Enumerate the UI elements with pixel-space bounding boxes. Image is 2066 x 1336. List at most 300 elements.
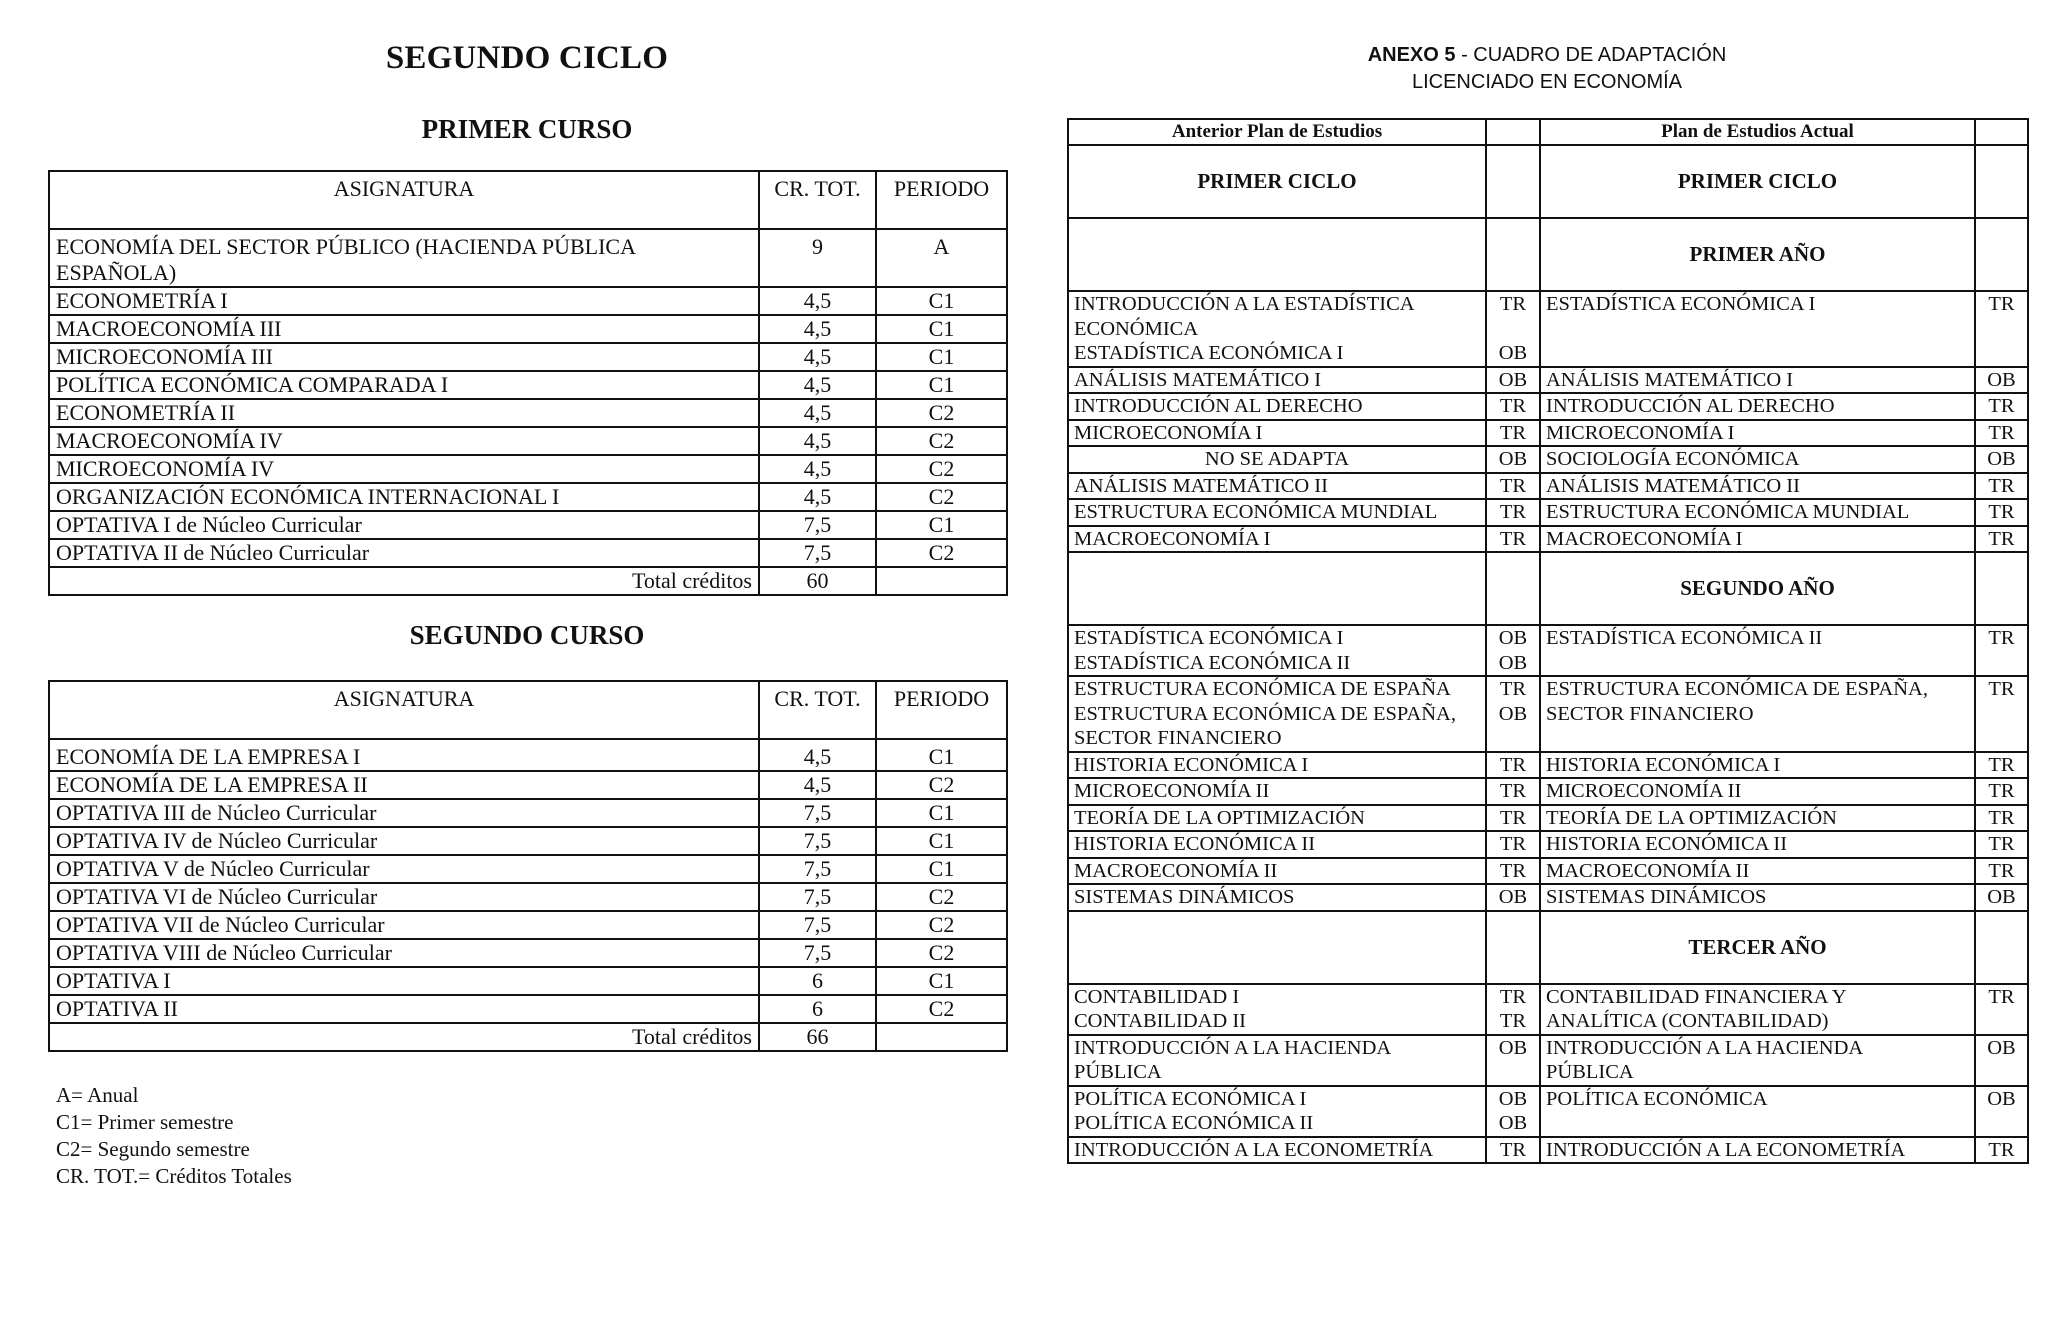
old-subject-line: ESTRUCTURA ECONÓMICA DE ESPAÑA, [1074, 702, 1456, 725]
empty-cell [1975, 145, 2028, 218]
asignatura-cell: MACROECONOMÍA III [49, 315, 759, 343]
adaptation-row [1068, 473, 2028, 500]
old-subject [1068, 625, 1486, 676]
old-type-line: TR [1499, 501, 1527, 523]
col-header-periodo: PERIODO [876, 681, 1007, 739]
adaptation-row [1068, 1035, 2028, 1086]
section-title: SEGUNDO AÑO [1540, 552, 1975, 625]
empty-cell [1975, 911, 2028, 984]
periodo-cell: C1 [876, 287, 1007, 315]
new-subject-line: SOCIOLOGÍA ECONÓMICA [1546, 448, 1800, 470]
periodo-cell: C2 [876, 427, 1007, 455]
new-subject [1540, 367, 1975, 394]
old-subject [1068, 676, 1486, 752]
old-subject [1068, 393, 1486, 420]
old-type [1486, 1086, 1540, 1137]
new-subject-line: ESTRUCTURA ECONÓMICA MUNDIAL [1546, 501, 1910, 523]
old-type-line: TR [1499, 1138, 1527, 1161]
segundo-curso-title: SEGUNDO CURSO [409, 620, 645, 650]
new-type: TR [1975, 625, 2028, 676]
empty-cell [1975, 552, 2028, 625]
old-subject [1068, 367, 1486, 394]
old-type [1486, 625, 1540, 676]
old-subject [1068, 420, 1486, 447]
table-row [49, 315, 1007, 343]
creditos-cell: 7,5 [759, 511, 876, 539]
header-type-empty [1975, 119, 2028, 145]
creditos-cell: 7,5 [759, 883, 876, 911]
new-subject-line: MICROECONOMÍA II [1546, 780, 1742, 802]
asignatura-cell: ECONOMETRÍA II [49, 399, 759, 427]
periodo-cell: C1 [876, 315, 1007, 343]
periodo-cell: C1 [876, 739, 1007, 771]
table-row [49, 539, 1007, 567]
asignatura-cell: ECONOMETRÍA I [49, 287, 759, 315]
periodo-cell: C2 [876, 939, 1007, 967]
new-subject [1540, 526, 1975, 553]
total-empty-cell [876, 1023, 1007, 1051]
table-row [49, 967, 1007, 995]
old-subject-line: POLÍTICA ECONÓMICA I [1074, 1087, 1307, 1110]
asignatura-cell: MACROECONOMÍA IV [49, 427, 759, 455]
adaptation-row [1068, 884, 2028, 911]
periodo-cell: C1 [876, 511, 1007, 539]
total-label: Total créditos [49, 1023, 759, 1051]
anexo-title-line [1067, 42, 2027, 69]
new-subject [1540, 884, 1975, 911]
asignatura-cell: OPTATIVA I de Núcleo Curricular [49, 511, 759, 539]
new-subject-line: SISTEMAS DINÁMICOS [1546, 886, 1767, 908]
new-subject-line: TEORÍA DE LA OPTIMIZACIÓN [1546, 806, 1837, 829]
adaptation-row [1068, 393, 2028, 420]
old-type-line: TR [1499, 678, 1527, 700]
segundo-curso-rows [49, 739, 1007, 1023]
old-subject [1068, 752, 1486, 779]
creditos-cell: 6 [759, 995, 876, 1023]
old-subject [1068, 1035, 1486, 1086]
asignatura-cell: MICROECONOMÍA III [49, 343, 759, 371]
adaptation-row [1068, 499, 2028, 526]
adaptation-row [1068, 1137, 2028, 1164]
creditos-cell: 7,5 [759, 539, 876, 567]
new-type: TR [1975, 752, 2028, 779]
new-subject [1540, 1137, 1975, 1164]
new-subject [1540, 778, 1975, 805]
old-subject-line: MACROECONOMÍA II [1074, 859, 1278, 882]
old-subject [1068, 984, 1486, 1035]
col-header-creditos: CR. TOT. [759, 171, 876, 229]
creditos-cell: 4,5 [759, 483, 876, 511]
adaptation-row [1068, 805, 2028, 832]
old-type [1486, 676, 1540, 752]
table-row [49, 455, 1007, 483]
asignatura-cell: MICROECONOMÍA IV [49, 455, 759, 483]
old-subject-line: MACROECONOMÍA I [1074, 527, 1271, 550]
periodo-cell: C1 [876, 967, 1007, 995]
anexo-heading [1067, 42, 2027, 96]
old-subject-line: ESTADÍSTICA ECONÓMICA II [1074, 651, 1351, 674]
table-row [49, 427, 1007, 455]
old-subject-line: INTRODUCCIÓN A LA ESTADÍSTICA [1074, 293, 1415, 315]
empty-cell [1486, 145, 1540, 218]
old-subject-line: CONTABILIDAD I [1074, 985, 1240, 1008]
old-type-line: TR [1499, 421, 1527, 444]
old-subject-line: MICROECONOMÍA II [1074, 780, 1270, 802]
section-title: PRIMER AÑO [1540, 218, 1975, 291]
creditos-cell: 4,5 [759, 739, 876, 771]
periodo-cell: A [876, 229, 1007, 287]
table-row [49, 511, 1007, 539]
table-row [49, 799, 1007, 827]
legend [56, 1082, 292, 1190]
new-subject-line: ESTRUCTURA ECONÓMICA DE ESPAÑA, [1546, 678, 1928, 700]
old-type-line: TR [1499, 474, 1527, 497]
new-type: TR [1975, 473, 2028, 500]
periodo-cell: C1 [876, 371, 1007, 399]
total-value: 60 [759, 567, 876, 595]
new-type: TR [1975, 1137, 2028, 1164]
new-type: TR [1975, 526, 2028, 553]
adaptation-row [1068, 984, 2028, 1035]
old-subject-line: INTRODUCCIÓN AL DERECHO [1074, 395, 1363, 417]
new-subject-line: INTRODUCCIÓN AL DERECHO [1546, 395, 1835, 417]
adaptation-row [1068, 367, 2028, 394]
legend-item: A= Anual [56, 1083, 139, 1107]
old-type-line: OB [1498, 651, 1528, 674]
old-subject [1068, 831, 1486, 858]
new-subject-line: ESTADÍSTICA ECONÓMICA II [1546, 627, 1823, 649]
old-subject-line: PÚBLICA [1074, 1061, 1162, 1083]
new-subject [1540, 752, 1975, 779]
old-type [1486, 752, 1540, 779]
adaptation-table [1067, 118, 2029, 1164]
table-row [49, 827, 1007, 855]
new-type: TR [1975, 831, 2028, 858]
adaptation-row [1068, 1086, 2028, 1137]
empty-cell [1068, 552, 1486, 625]
new-type: TR [1975, 420, 2028, 447]
table-row [49, 855, 1007, 883]
old-subject-line: SISTEMAS DINÁMICOS [1074, 886, 1295, 908]
new-subject [1540, 499, 1975, 526]
adaptation-row [1068, 831, 2028, 858]
periodo-cell: C1 [876, 799, 1007, 827]
creditos-cell: 7,5 [759, 939, 876, 967]
creditos-cell: 4,5 [759, 287, 876, 315]
creditos-cell: 4,5 [759, 771, 876, 799]
periodo-cell: C2 [876, 483, 1007, 511]
old-type-line: OB [1498, 1087, 1528, 1110]
section-row [1068, 218, 2028, 291]
creditos-cell: 6 [759, 967, 876, 995]
asignatura-cell: OPTATIVA VIII de Núcleo Curricular [49, 939, 759, 967]
new-subject [1540, 676, 1975, 752]
asignatura-cell: OPTATIVA VI de Núcleo Curricular [49, 883, 759, 911]
adaptation-row [1068, 526, 2028, 553]
asignatura-cell: POLÍTICA ECONÓMICA COMPARADA I [49, 371, 759, 399]
old-subject-line: TEORÍA DE LA OPTIMIZACIÓN [1074, 806, 1365, 829]
old-type-line: OB [1498, 448, 1528, 470]
creditos-cell: 7,5 [759, 799, 876, 827]
new-subject-line: PÚBLICA [1546, 1061, 1634, 1083]
new-subject-line: POLÍTICA ECONÓMICA [1546, 1087, 1768, 1110]
header-type-empty [1486, 119, 1540, 145]
old-type [1486, 1035, 1540, 1086]
asignatura-cell: OPTATIVA II [49, 995, 759, 1023]
periodo-cell: C2 [876, 883, 1007, 911]
old-subject [1068, 291, 1486, 367]
old-subject [1068, 499, 1486, 526]
creditos-cell: 7,5 [759, 911, 876, 939]
empty-cell [1068, 218, 1486, 291]
table-row [49, 883, 1007, 911]
new-type: TR [1975, 984, 2028, 1035]
old-subject-line: ANÁLISIS MATEMÁTICO I [1074, 368, 1322, 391]
asignatura-cell: OPTATIVA II de Núcleo Curricular [49, 539, 759, 567]
old-subject-line: CONTABILIDAD II [1074, 1010, 1247, 1032]
new-type: TR [1975, 778, 2028, 805]
old-type-line: TR [1499, 859, 1527, 882]
new-subject [1540, 446, 1975, 473]
periodo-cell: C2 [876, 399, 1007, 427]
new-subject-line: HISTORIA ECONÓMICA I [1546, 753, 1781, 776]
asignatura-cell: OPTATIVA V de Núcleo Curricular [49, 855, 759, 883]
old-type-line: OB [1498, 627, 1528, 649]
old-subject-line: ESTRUCTURA ECONÓMICA MUNDIAL [1074, 501, 1438, 523]
ciclo-actual: PRIMER CICLO [1540, 145, 1975, 218]
old-subject-line: ECONÓMICA [1074, 317, 1199, 340]
old-type [1486, 858, 1540, 885]
old-type [1486, 473, 1540, 500]
old-subject [1068, 805, 1486, 832]
table-row [49, 399, 1007, 427]
creditos-cell: 7,5 [759, 855, 876, 883]
new-subject-line: CONTABILIDAD FINANCIERA Y [1546, 985, 1847, 1008]
anexo-subtitle: LICENCIADO EN ECONOMÍA [1411, 71, 1683, 93]
primer-curso-rows [49, 229, 1007, 567]
old-subject [1068, 526, 1486, 553]
table-row [49, 911, 1007, 939]
adaptation-row [1068, 291, 2028, 367]
asignatura-cell: ECONOMÍA DE LA EMPRESA II [49, 771, 759, 799]
total-label: Total créditos [49, 567, 759, 595]
new-subject [1540, 1035, 1975, 1086]
empty-cell [1975, 218, 2028, 291]
new-subject [1540, 1086, 1975, 1137]
old-type [1486, 291, 1540, 367]
new-subject-line: INTRODUCCIÓN A LA ECONOMETRÍA [1546, 1138, 1906, 1161]
old-type-line: TR [1499, 395, 1527, 417]
anexo-label: ANEXO 5 [1367, 44, 1456, 66]
old-type [1486, 420, 1540, 447]
old-type-line: OB [1498, 702, 1528, 725]
old-type-line: OB [1498, 886, 1528, 908]
old-subject-line: ESTADÍSTICA ECONÓMICA I [1074, 627, 1344, 649]
creditos-cell: 4,5 [759, 399, 876, 427]
old-subject-line: HISTORIA ECONÓMICA II [1074, 833, 1316, 855]
adaptation-row [1068, 778, 2028, 805]
old-type-line: OB [1498, 342, 1528, 364]
old-subject-line: NO SE ADAPTA [1204, 448, 1350, 470]
new-type: OB [1975, 1035, 2028, 1086]
old-subject [1068, 446, 1486, 473]
table-row [49, 287, 1007, 315]
new-subject-line: MICROECONOMÍA I [1546, 421, 1735, 444]
periodo-cell: C2 [876, 771, 1007, 799]
new-subject-line: MACROECONOMÍA I [1546, 527, 1743, 550]
new-subject-line: ANALÍTICA (CONTABILIDAD) [1546, 1010, 1829, 1032]
new-type: TR [1975, 805, 2028, 832]
table-row [49, 739, 1007, 771]
new-subject-line: HISTORIA ECONÓMICA II [1546, 833, 1788, 855]
old-subject-line: HISTORIA ECONÓMICA I [1074, 753, 1309, 776]
new-type: OB [1975, 1086, 2028, 1137]
old-subject-line: ESTADÍSTICA ECONÓMICA I [1074, 342, 1344, 364]
old-type-line: TR [1499, 806, 1527, 829]
new-subject-line: SECTOR FINANCIERO [1546, 702, 1754, 725]
table-row [49, 771, 1007, 799]
old-type [1486, 831, 1540, 858]
periodo-cell: C1 [876, 855, 1007, 883]
old-subject-line: MICROECONOMÍA I [1074, 421, 1263, 444]
empty-cell [1486, 552, 1540, 625]
old-subject [1068, 1137, 1486, 1164]
segundo-ciclo-title: SEGUNDO CICLO [385, 40, 669, 76]
creditos-cell: 9 [759, 229, 876, 287]
old-type [1486, 778, 1540, 805]
asignatura-cell: ECONOMÍA DE LA EMPRESA I [49, 739, 759, 771]
old-type-line: TR [1499, 527, 1527, 550]
new-subject [1540, 831, 1975, 858]
periodo-cell: C2 [876, 911, 1007, 939]
creditos-cell: 4,5 [759, 455, 876, 483]
asignatura-cell: OPTATIVA III de Núcleo Curricular [49, 799, 759, 827]
adaptation-row [1068, 752, 2028, 779]
old-subject [1068, 1086, 1486, 1137]
old-type-line: TR [1499, 293, 1527, 315]
section-row [1068, 911, 2028, 984]
segundo-curso-table [48, 680, 1008, 1052]
legend-item: C1= Primer semestre [56, 1110, 234, 1134]
old-type [1486, 393, 1540, 420]
header-anterior: Anterior Plan de Estudios [1068, 119, 1486, 145]
old-subject [1068, 778, 1486, 805]
new-subject [1540, 393, 1975, 420]
old-type [1486, 499, 1540, 526]
old-type [1486, 1137, 1540, 1164]
old-subject-line: ANÁLISIS MATEMÁTICO II [1074, 474, 1328, 497]
old-subject-line: SECTOR FINANCIERO [1074, 727, 1282, 749]
old-type [1486, 805, 1540, 832]
new-type: TR [1975, 291, 2028, 367]
empty-cell [1068, 911, 1486, 984]
asignatura-cell: OPTATIVA I [49, 967, 759, 995]
new-subject [1540, 473, 1975, 500]
new-subject [1540, 420, 1975, 447]
table-row [49, 343, 1007, 371]
header-actual: Plan de Estudios Actual [1540, 119, 1975, 145]
new-type: TR [1975, 858, 2028, 885]
old-type [1486, 367, 1540, 394]
table-row [49, 939, 1007, 967]
old-type-line [1492, 1060, 1534, 1085]
asignatura-cell: ECONOMÍA DEL SECTOR PÚBLICO (HACIENDA PÚBLICA ESPAÑOLA) [49, 229, 759, 287]
total-value: 66 [759, 1023, 876, 1051]
old-type-line: TR [1499, 780, 1527, 802]
old-type-line: TR [1499, 985, 1527, 1008]
empty-cell [1486, 218, 1540, 291]
primer-curso-title: PRIMER CURSO [421, 114, 633, 144]
new-type: TR [1975, 676, 2028, 752]
table-row [49, 483, 1007, 511]
adaptation-row [1068, 676, 2028, 752]
new-subject-line: ESTADÍSTICA ECONÓMICA I [1546, 293, 1816, 315]
periodo-cell: C2 [876, 995, 1007, 1023]
old-type [1486, 984, 1540, 1035]
primer-curso-table [48, 170, 1008, 596]
periodo-cell: C1 [876, 343, 1007, 371]
old-type-line: TR [1499, 1010, 1527, 1032]
old-type-line: OB [1498, 1112, 1528, 1134]
new-subject [1540, 858, 1975, 885]
table-row [49, 229, 1007, 287]
asignatura-cell: OPTATIVA IV de Núcleo Curricular [49, 827, 759, 855]
old-subject-line: POLÍTICA ECONÓMICA II [1074, 1112, 1314, 1134]
old-type-line [1492, 726, 1534, 751]
old-subject-line: INTRODUCCIÓN A LA ECONOMETRÍA [1074, 1138, 1434, 1161]
creditos-cell: 4,5 [759, 343, 876, 371]
periodo-cell: C2 [876, 539, 1007, 567]
new-subject-line: MACROECONOMÍA II [1546, 859, 1750, 882]
legend-item: CR. TOT.= Créditos Totales [56, 1164, 292, 1188]
empty-cell [1486, 911, 1540, 984]
creditos-cell: 4,5 [759, 315, 876, 343]
new-subject [1540, 984, 1975, 1035]
old-subject [1068, 473, 1486, 500]
adaptation-row [1068, 625, 2028, 676]
adaptation-row [1068, 420, 2028, 447]
old-type [1486, 446, 1540, 473]
adaptation-rows [1068, 145, 2028, 1163]
old-type-line [1492, 317, 1534, 342]
total-empty-cell [876, 567, 1007, 595]
legend-item: C2= Segundo semestre [56, 1137, 250, 1161]
old-subject [1068, 884, 1486, 911]
creditos-cell: 7,5 [759, 827, 876, 855]
anexo-title: - CUADRO DE ADAPTACIÓN [1455, 44, 1727, 66]
new-type: OB [1975, 884, 2028, 911]
old-type-line: TR [1499, 753, 1527, 776]
new-type: TR [1975, 393, 2028, 420]
new-subject [1540, 291, 1975, 367]
creditos-cell: 4,5 [759, 371, 876, 399]
asignatura-cell: ORGANIZACIÓN ECONÓMICA INTERNACIONAL I [49, 483, 759, 511]
col-header-creditos: CR. TOT. [759, 681, 876, 739]
asignatura-cell: OPTATIVA VII de Núcleo Curricular [49, 911, 759, 939]
old-type [1486, 884, 1540, 911]
new-subject [1540, 805, 1975, 832]
new-type: OB [1975, 446, 2028, 473]
table-row [49, 371, 1007, 399]
adaptation-row [1068, 446, 2028, 473]
old-type-line: TR [1499, 833, 1527, 855]
table-row [49, 995, 1007, 1023]
old-type [1486, 526, 1540, 553]
old-subject [1068, 858, 1486, 885]
col-header-asignatura: ASIGNATURA [49, 171, 759, 229]
new-subject-line: ANÁLISIS MATEMÁTICO II [1546, 474, 1800, 497]
new-type: TR [1975, 499, 2028, 526]
